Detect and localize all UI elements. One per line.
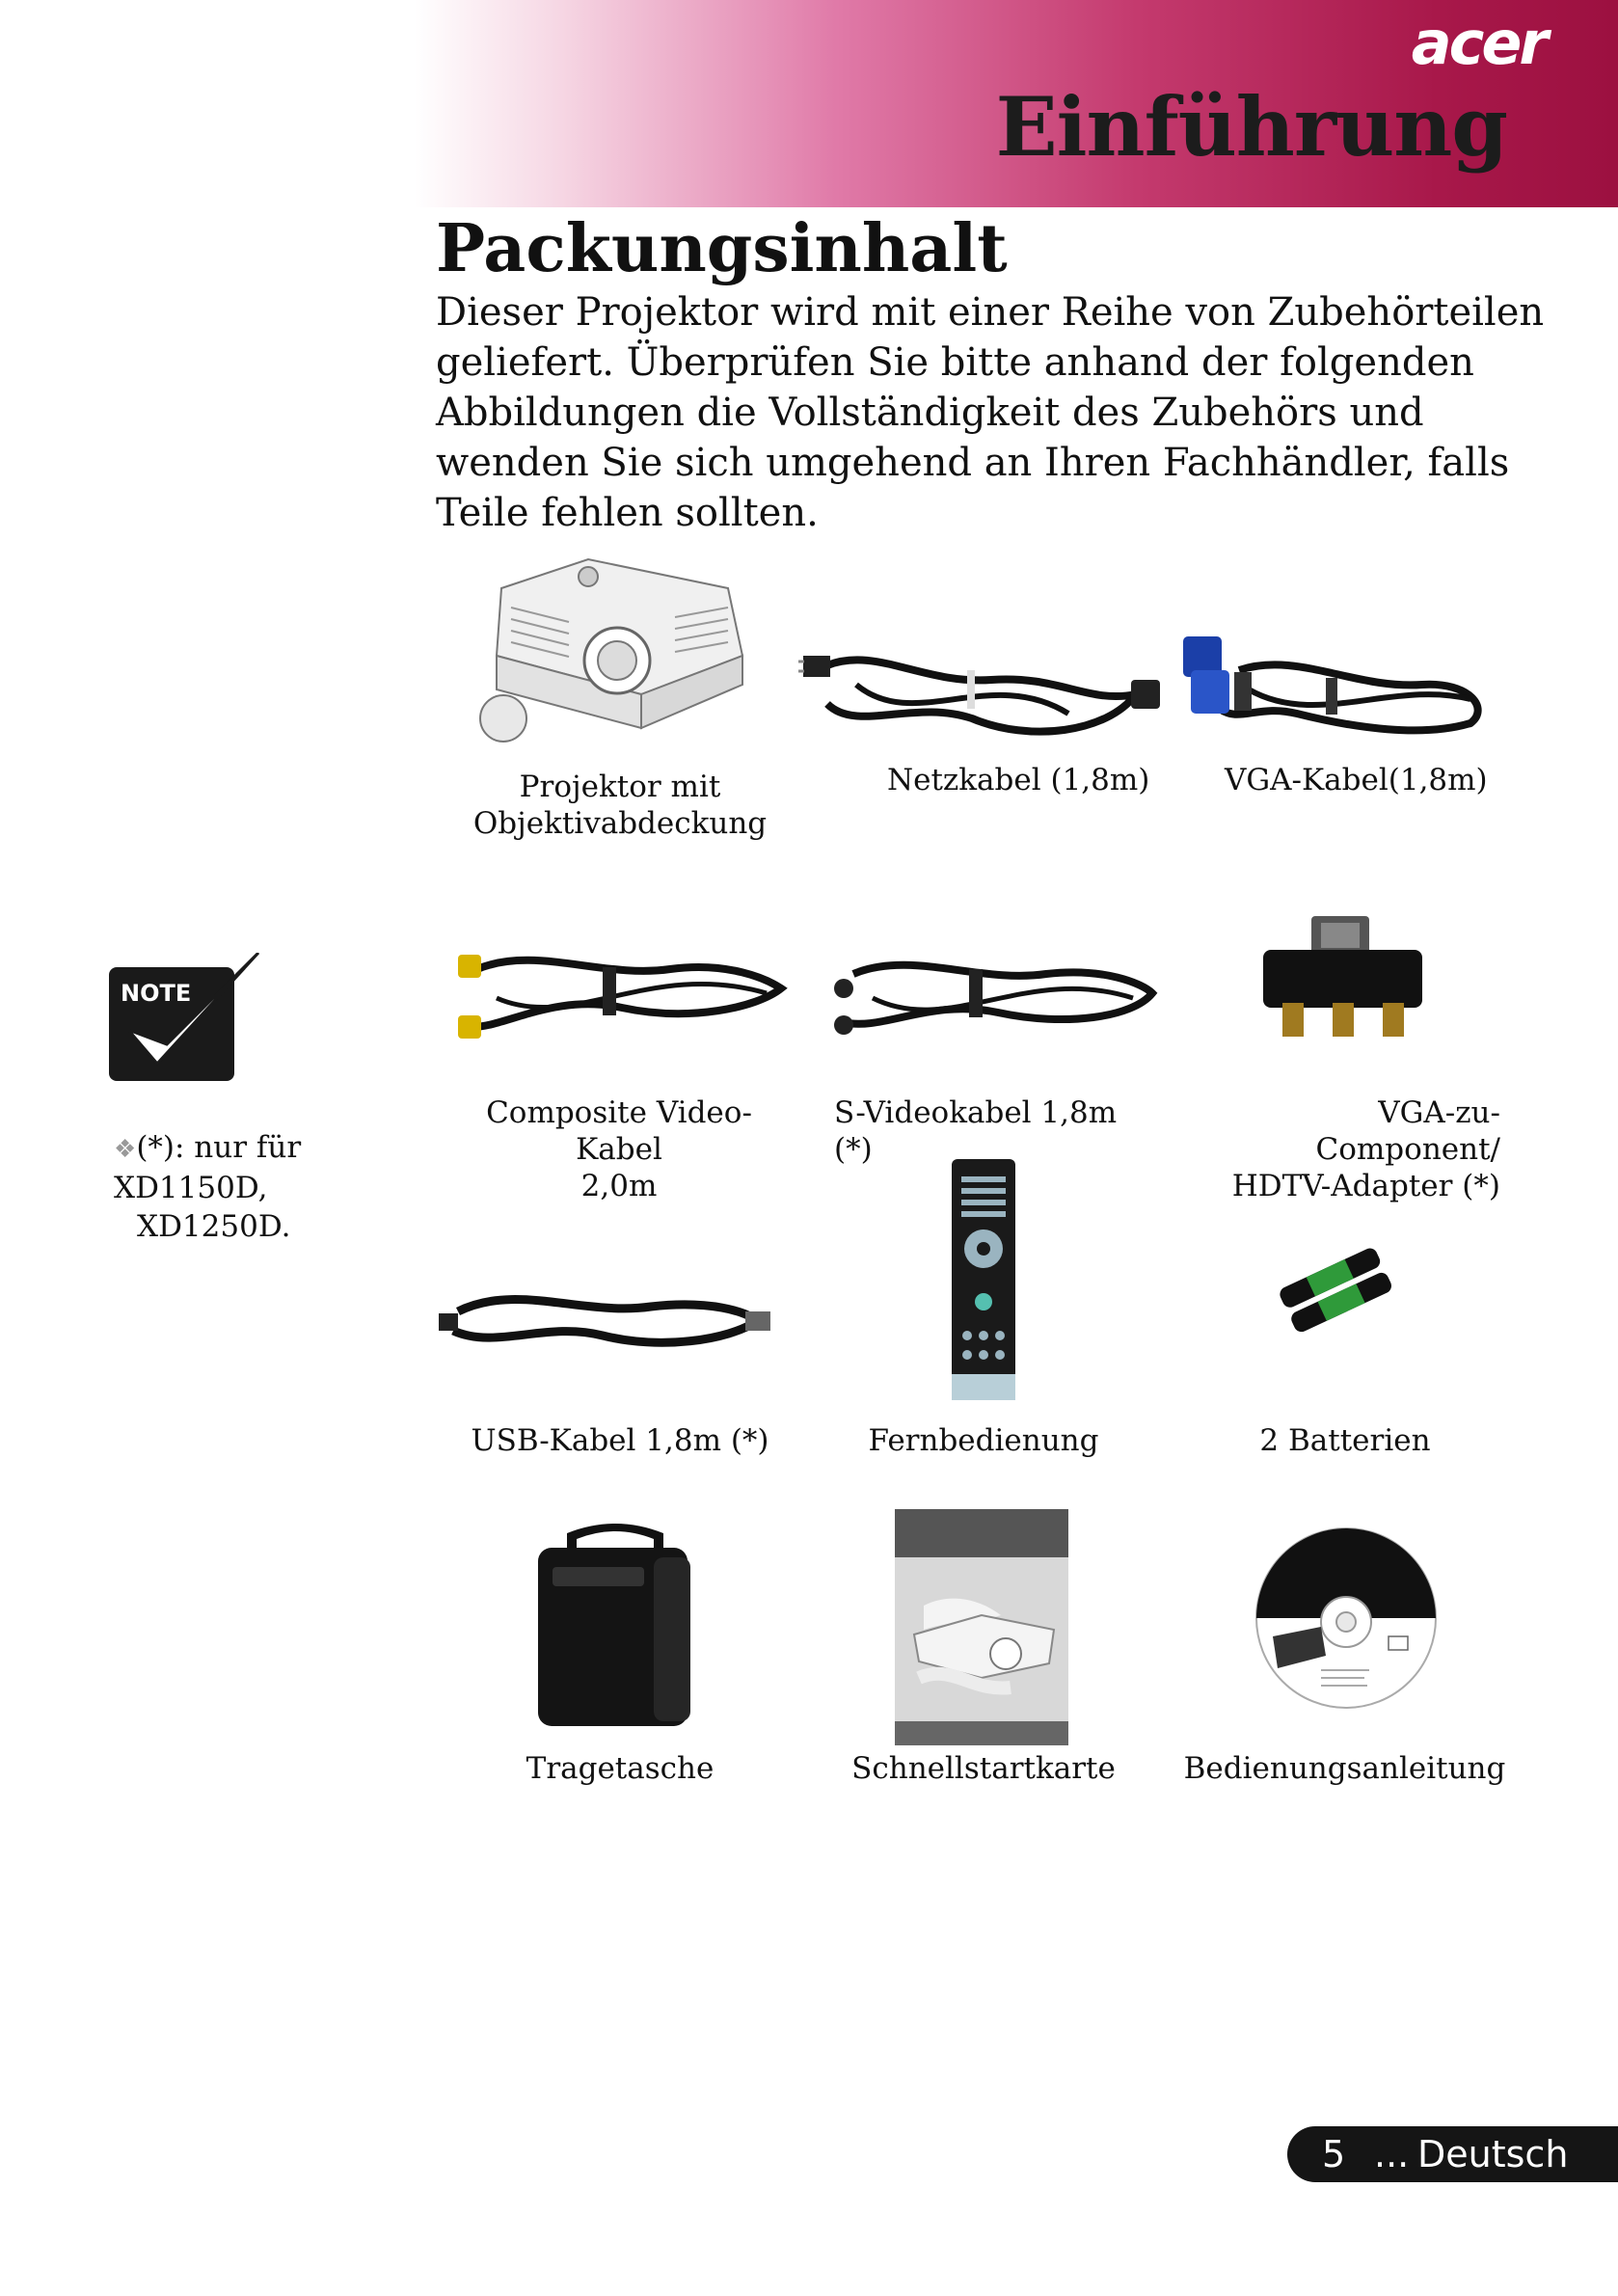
vga-component-adapter-image [1258,911,1432,1046]
caption-remote: Fernbedienung [868,1423,1099,1458]
intro-paragraph: Dieser Projektor wird mit einer Reihe von Zubehörteilen geliefert. Überprüfen Sie bitte anhand der folgenden Abbildungen die Vollständigkeit des Zubehörs und wenden Sie sich umgehend an Ihren Fachhändler, falls Teile fehlen sollten. [436,290,1545,535]
brand-logo: acer [1411,8,1546,78]
note-check-icon [109,953,263,1088]
composite-cable-image [439,940,796,1051]
note-icon-label: NOTE [121,980,192,1007]
footer-page-tab [1287,2126,1618,2182]
diamond-bullet-icon: ❖ [114,1135,137,1164]
caption-svideo-cable: S-Videokabel 1,8m (*) [834,1095,1118,1167]
vga-cable-image [1181,632,1499,747]
footer-dots: ... [1374,2133,1410,2175]
page-number: 5 [1322,2133,1346,2175]
projector-image [472,550,752,743]
caption-power-cable: Netzkabel (1,8m) [887,763,1150,797]
carrying-bag-image [528,1514,702,1731]
manual-cd-image [1254,1526,1439,1711]
svideo-cable-image [815,940,1162,1051]
caption-batteries: 2 Batterien [1259,1423,1431,1458]
batteries-image [1278,1244,1398,1336]
quickstart-card-image [895,1509,1068,1745]
caption-composite-cable: Composite Video-Kabel 2,0m [486,1095,752,1203]
section-title: Packungsinhalt [436,210,1008,287]
caption-usb-cable: USB-Kabel 1,8m (*) [471,1423,769,1458]
usb-cable-image [439,1273,771,1360]
caption-bag: Tragetasche [526,1751,715,1786]
caption-manual: Bedienungsanleitung [1183,1751,1506,1786]
caption-quickstart: Schnellstartkarte [851,1751,1116,1786]
power-cable-image [798,627,1165,752]
note-text: ❖(*): nur für XD1150D, XD1250D. [114,1130,302,1244]
caption-projector: Projektor mit Objektivabdeckung [472,770,768,841]
remote-control-image [950,1157,1017,1403]
caption-vga-component: VGA-zu-Component/ HDTV-Adapter (*) [1231,1095,1500,1203]
footer-language: Deutsch [1417,2133,1569,2175]
caption-vga-cable: VGA-Kabel(1,8m) [1225,763,1488,797]
chapter-title: Einführung [995,79,1507,175]
